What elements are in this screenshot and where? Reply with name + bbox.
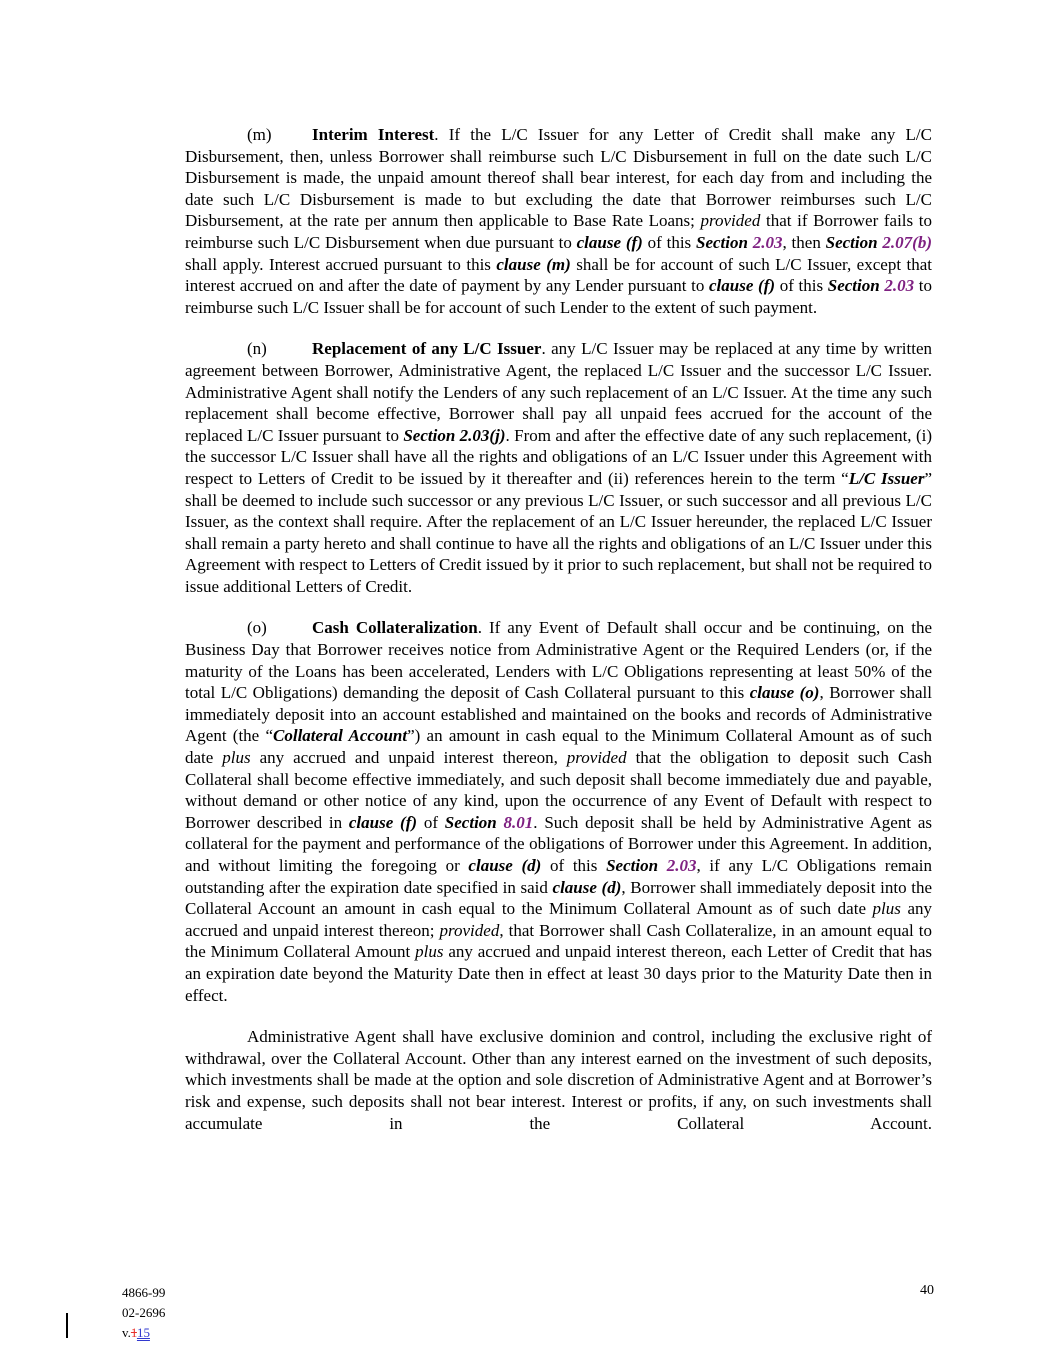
text-run: ” shall be deemed to include such successor or any previous L/C Issuer, or such successor and all previous L/C Issuer, as the context shall require. After the replacement of an L/C Issuer hereunder, the replaced L/C Issuer shall remain a party hereto and shall continue to have all the rights and obligations of an L/C Issuer under this Agreement with respect to Letters of Credit issued by it prior to such replacement, but shall not be required to issue additional Letters of Credit. (185, 468, 933, 596)
page-number: 40 (920, 1283, 934, 1298)
text-run: any accrued and unpaid interest thereon, (250, 748, 567, 768)
text-run: , that Borrower shall Cash Collateralize, in an amount equal to the Minimum Collateral Amount (185, 920, 932, 962)
footer-version-deleted-text: 1 (130, 1325, 137, 1340)
paragraph-label: (m) (247, 125, 272, 144)
text-run: plus (415, 942, 444, 962)
text-run: ”) an amount in cash equal to the Minimum Collateral Amount as of such date (185, 726, 933, 768)
text-run: L/C Issuer (848, 468, 925, 488)
section-reference-link[interactable]: 2.07(b) (882, 232, 932, 252)
text-run: Section (606, 856, 667, 875)
paragraph-o-cash-collateralization (185, 617, 932, 1006)
document-body (185, 124, 932, 1154)
text-run: shall apply. Interest accrued pursuant to this (185, 254, 497, 274)
text-run: , if any L/C Obligations remain outstanding after the expiration date specified in said (185, 856, 932, 897)
paragraph-admin-agent-dominion (185, 1026, 932, 1134)
text-run: plus (222, 748, 251, 768)
text-run: clause (o) (749, 683, 820, 703)
footer-version-line (122, 1323, 165, 1343)
text-run: , Borrower shall immediately deposit into an account established and maintained on the books and records of Administrative Agent (the “ (185, 683, 932, 746)
text-run: , Borrower shall immediately deposit into the Collateral Account an amount in cash equal to the Minimum Collateral Amount as of such date (185, 877, 932, 919)
text-run: . Such deposit shall be held by Administrative Agent as collateral for the payment and performance of the obligations of Borrower under this Agreement. In addition, and without limiting the foregoing or (185, 812, 932, 875)
text-run: clause (m) (496, 254, 571, 274)
footer-doc-id (122, 1283, 165, 1343)
text-run: to reimburse such L/C Issuer shall be for account of such Lender to the extent of such payment. (185, 276, 932, 317)
text-run: any accrued and unpaid interest thereon, each Letter of Credit that has an expiration date beyond the Maturity Date then in effect at least 30 days prior to the Maturity Date then in effect. (185, 942, 932, 1005)
text-run: Administrative Agent shall have exclusive dominion and control, including the exclusive right of withdrawal, over the Collateral Account. Other than any interest earned on the investment of such deposits, which investments shall be made at the option and sole discretion of Administrative Agent and at Borrower’s risk and expense, such deposits shall not bear interest. Interest or profits, if any, on such investments shall accumulate in the Collateral Account. (185, 1027, 932, 1133)
text-run: . If the L/C Issuer for any Letter of Credit shall make any L/C Disbursement, then, unless Borrower shall reimburse such L/C Disbursement in full on the date such L/C Disbursement is made, the unpaid amount thereof shall bear interest, for each day from and including the date such L/C Disbursement is made to but excluding the date that Borrower reimburses such L/C Disbursement, at the rate per annum then applicable to Base Rate Loans; (185, 125, 932, 231)
text-run: clause (f) (709, 276, 776, 296)
paragraph-m-interim-interest (185, 124, 932, 318)
text-run: Collateral Account (273, 726, 408, 746)
text-run: plus (872, 899, 901, 919)
revision-change-bar (66, 1313, 68, 1338)
text-run: . From and after the effective date of any such replacement, (i) the successor L/C Issuer shall have all the rights and obligations of an L/C Issuer under this Agreement with respect to Letters of Credit to be issued by it thereafter and (ii) references herein to the term “ (185, 425, 932, 488)
text-run: that the obligation to deposit such Cash Collateral shall become effective immediately, and such deposit shall become immediately due and payable, without demand or other notice of any kind, upon the occurrence of any Event of Default with respect to Borrower described in (185, 748, 932, 832)
text-run: Section 2.03(j) (403, 425, 506, 445)
text-run: Cash Collateralization (312, 618, 478, 638)
footer-doc-id-line1: 4866-99 (122, 1285, 166, 1300)
text-run: of (417, 812, 445, 832)
text-run: Replacement of any L/C Issuer (312, 339, 542, 359)
section-reference-link[interactable]: 2.03 (666, 856, 697, 875)
section-reference-link[interactable]: 2.03 (884, 276, 915, 296)
text-run: clause (f) (576, 232, 643, 252)
text-run: Section (695, 232, 753, 252)
paragraph-n-replacement-of-lc-issuer (185, 338, 932, 597)
section-reference-link[interactable]: 8.01 (503, 812, 534, 832)
paragraph-label: (o) (247, 618, 267, 638)
text-run: clause (f) (348, 812, 418, 832)
text-run: . If any Event of Default shall occur and be continuing, on the Business Day that Borrower receives notice from Administrative Agent or the Required Lenders (or, if the maturity of the Loans has been accelerated, Lenders with L/C Obligations representing at least 50% of the total L/C Obligations) demanding the deposit of Cash Collateral pursuant to this (185, 618, 933, 703)
text-run: clause (d) (552, 877, 622, 897)
text-run: of this (775, 276, 828, 296)
text-run: clause (d) (468, 856, 542, 875)
text-run: of this (541, 856, 607, 875)
footer-version-prefix: v. (122, 1325, 131, 1340)
text-run: , then (782, 232, 826, 252)
text-run: provided (700, 211, 761, 231)
footer-doc-id-line2: 02-2696 (122, 1305, 166, 1320)
text-run: provided (566, 748, 627, 768)
text-run: Section (444, 812, 504, 832)
section-reference-link[interactable]: 2.03 (752, 232, 783, 252)
text-run: Interim Interest (312, 125, 435, 144)
footer-version-inserted-text: 15 (136, 1325, 150, 1340)
text-run: provided (439, 920, 500, 940)
text-run: Section (825, 232, 883, 252)
text-run: any accrued and unpaid interest thereon; (185, 899, 932, 940)
text-run: shall be for account of such L/C Issuer, except that interest accrued on and after the date of payment by any Lender pursuant to (185, 254, 932, 296)
text-run: . any L/C Issuer may be replaced at any time by written agreement between Borrower, Administrative Agent, the replaced L/C Issuer and the successor L/C Issuer. Administrative Agent shall notify the Lenders of any such replacement of an L/C Issuer. At the time any such replacement shall become effective, Borrower shall pay all unpaid fees accrued for the account of the replaced L/C Issuer pursuant to (185, 339, 932, 445)
text-run: that if Borrower fails to reimburse such L/C Disbursement when due pursuant to (185, 211, 932, 252)
paragraph-label: (n) (247, 339, 267, 359)
text-run: of this (642, 232, 696, 252)
text-run: Section (827, 276, 885, 296)
